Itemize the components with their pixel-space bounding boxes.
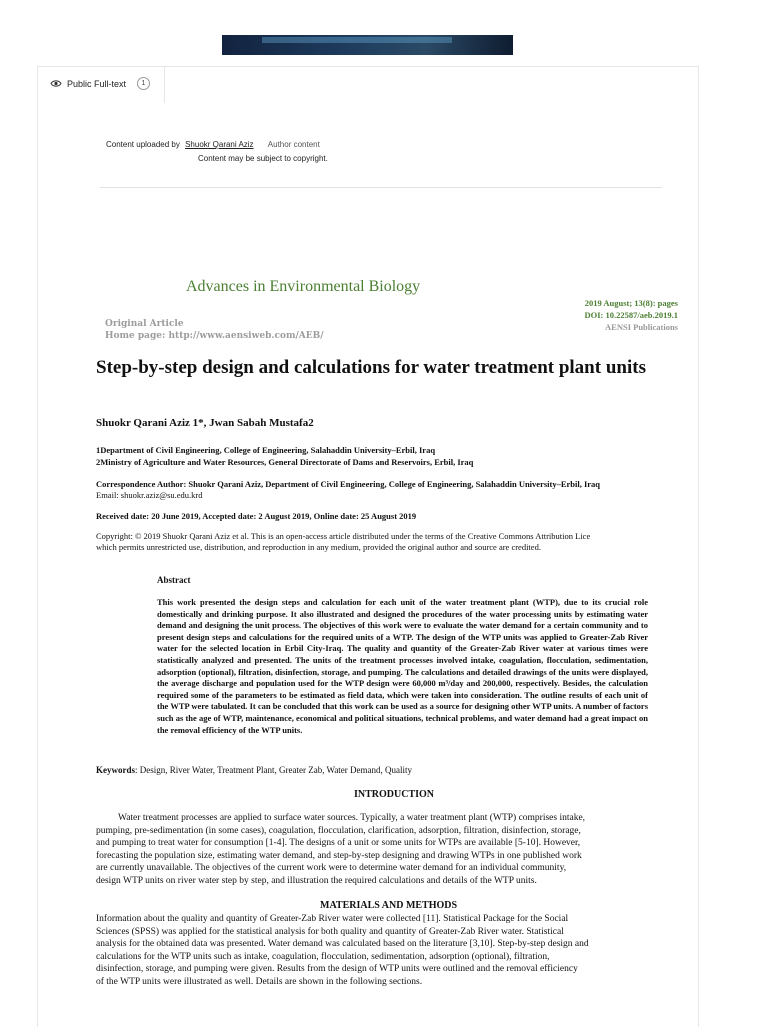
- journal-homepage: Home page: http://www.aensiweb.com/AEB/: [105, 331, 324, 341]
- title-container: [96, 356, 679, 379]
- correspondence-email: Email: shuokr.aziz@su.edu.krd: [96, 490, 203, 500]
- article-type: Original Article: [105, 319, 184, 329]
- mm-line-4: calculations for the WTP units such as intake, coagulation, flocculation, sedimentation, adsorption (optional), filtration,: [96, 951, 550, 962]
- cover-image-highlight: [262, 37, 452, 43]
- materials-methods-paragraph: [96, 913, 679, 988]
- journal-publisher: AENSI Publications: [605, 322, 678, 332]
- mm-line-6: of the WTP units were illustrated as well. Details are shown in the following sections.: [96, 976, 423, 987]
- intro-line-5: are currently unavailable. The objectives of the current work were to determine water demand for an individual community,: [96, 863, 567, 873]
- mm-line-1: Information about the quality and quantity of Greater-Zab River water were collected [11]. Statistical Package for the Social: [96, 914, 569, 924]
- divider: [100, 187, 662, 188]
- intro-line-1: Water treatment processes are applied to surface water sources. Typically, a water treatment plant (WTP) comprises intake,: [118, 813, 586, 823]
- intro-line-3: and pumping to treat water for consumption [1-4]. The designs of a unit or some units for WTPs are available [5-10]. However,: [96, 838, 581, 848]
- journal-title: Advances in Environmental Biology: [186, 278, 421, 295]
- copyright-notice: Content may be subject to copyright.: [198, 154, 328, 163]
- journal-meta: [478, 297, 678, 333]
- authors: Shuokr Qarani Aziz 1*, Jwan Sabah Mustafa2: [96, 417, 314, 429]
- uploader-link[interactable]: Shuokr Qarani Aziz: [185, 140, 254, 149]
- intro-line-2: pumping, pre-sedimentation (in some cases), coagulation, flocculation, clarification, adsorption, filtration, disinfection, storage,: [96, 825, 581, 836]
- intro-line-4: forecasting the population size, estimating water demand, and step-by-step designing and drawing WTPs in one published work: [96, 850, 582, 861]
- uploaded-by-line: [106, 140, 320, 149]
- introduction-paragraph: [96, 812, 679, 887]
- fulltext-count-badge: 1: [137, 77, 150, 90]
- article-dates: Received date: 20 June 2019, Accepted date: 2 August 2019, Online date: 25 August 2019: [96, 511, 417, 521]
- copyright-block: [96, 531, 679, 553]
- journal-doi: DOI: 10.22587/aeb.2019.1: [584, 310, 678, 320]
- abstract-body: This work presented the design steps and calculation for each unit of the water treatment plant (WTP), due to its crucial role domestically and drinking purpose. It also illustrated and designed the procedures of the water processing units by estimating water demand and designing the unit process. The objectives of this work were to evaluate the water demand for a certain community and to present design steps and calculations for the required units of a WTP. The design of the WTP units was applied to Greater-Zab River water for the selected location in Erbil City-Iraq. The quality and quantity of the Greater-Zab River water at various times were statistically analyzed and presented. The units of the treatment processes involved intake, coagulation, flocculation, sedimentation, adsorption (optional), filtration, disinfection, storage, and pumping. The calculations and detailed drawings of the units were displayed, the average discharge and population used for the WTP design were 60,000 m³/day and 200,000, respectively. Besides, the calculation required some of the parameters to be estimated as field data, which were taken into consideration. The outline results of each unit of the WTP were tabulated. It can be concluded that this work can be used as a source for designing other WTP units. A number of factors such as the age of WTP, maintenance, economical and political situations, technical problems, and water demand had a great impact on the removal efficiency of the WTP units.: [157, 597, 648, 735]
- affiliation-1: 1Department of Civil Engineering, College of Engineering, Salahaddin University–Erbil, Iraq: [96, 445, 436, 455]
- correspondence-author: Correspondence Author: Shuokr Qarani Aziz, Department of Civil Engineering, College of Engineering, Salahaddin University–Erbil, Iraq: [96, 479, 601, 489]
- abstract-heading: Abstract: [157, 575, 191, 585]
- intro-line-6: design WTP units on river water step by step, and illustration the required calculations and details of the WTP units.: [96, 875, 537, 886]
- public-fulltext-tab[interactable]: [38, 67, 165, 103]
- journal-issue: 2019 August; 13(8): pages: [584, 298, 678, 308]
- keywords-text: : Design, River Water, Treatment Plant, Greater Zab, Water Demand, Quality: [135, 765, 413, 775]
- mm-line-2: Sciences (SPSS) was applied for the statistical analysis for both quality and quantity of Greater-Zab River water. Statistical: [96, 926, 564, 937]
- fulltext-label: Public Full-text: [67, 79, 127, 89]
- paper-title: Step-by-step design and calculations for water treatment plant units: [96, 357, 646, 378]
- affiliation-2: 2Ministry of Agriculture and Water Resources, General Directorate of Dams and Reservoirs, Erbil, Iraq: [96, 457, 474, 467]
- author-content-badge: Author content: [267, 140, 320, 149]
- cover-image-strip: [222, 35, 513, 55]
- copyright-line-1: Copyright: © 2019 Shuokr Qarani Aziz et al. This is an open-access article distributed under the terms of the Creative Commons Attribution Lice: [96, 531, 591, 541]
- keywords-line: [96, 765, 412, 775]
- materials-methods-heading: MATERIALS AND METHODS: [320, 900, 458, 911]
- correspondence-block: [96, 479, 679, 501]
- introduction-heading: INTRODUCTION: [354, 789, 435, 800]
- uploaded-prefix: Content uploaded by: [106, 140, 180, 149]
- mm-line-5: disinfection, storage, and pumping were given. Results from the design of WTP units were outlined and the removal efficiency: [96, 964, 578, 974]
- eye-icon: [50, 79, 62, 88]
- mm-line-3: analysis for the obtained data was presented. Water demand was calculated based on the literature [3,10]. Step-by-step design and: [96, 939, 589, 949]
- copyright-line-2: which permits unrestricted use, distribution, and reproduction in any medium, provided the original author and source are credited.: [96, 542, 541, 552]
- keywords-label: Keywords: [96, 765, 135, 775]
